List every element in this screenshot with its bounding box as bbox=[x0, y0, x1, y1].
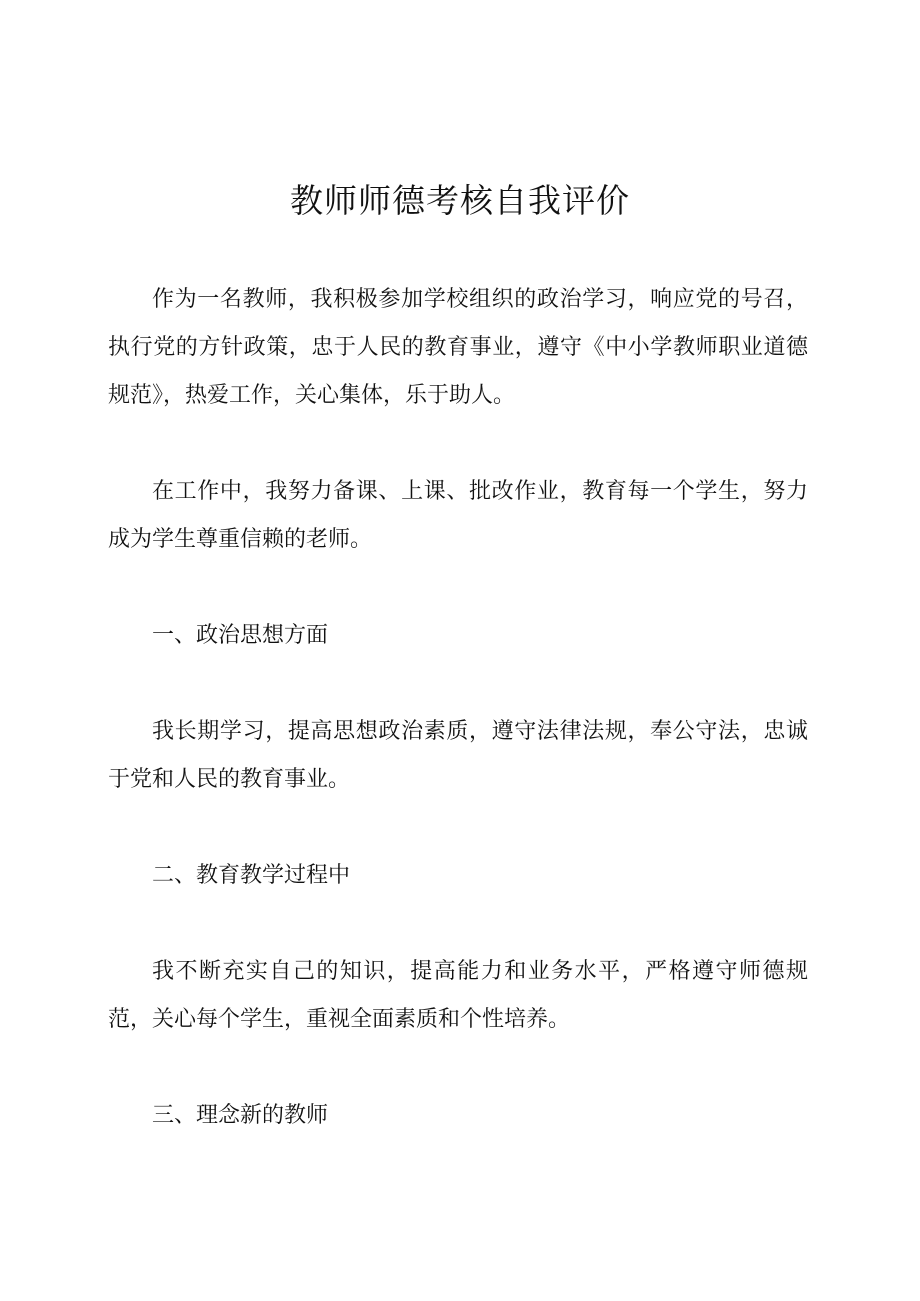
paragraph-intro: 作为一名教师，我积极参加学校组织的政治学习，响应党的号召，执行党的方针政策，忠于人民的教育事业，遵守《中小学教师职业道德规范》，热爱工作，关心集体，乐于助人。 bbox=[108, 287, 808, 408]
section-heading-teaching: 二、教育教学过程中 bbox=[152, 863, 351, 888]
paragraph-teaching: 我不断充实自己的知识，提高能力和业务水平，严格遵守师德规范，关心每个学生，重视全面素质和个性培养。 bbox=[108, 959, 808, 1032]
paragraph-political: 我长期学习，提高思想政治素质，遵守法律法规，奉公守法，忠诚于党和人民的教育事业。 bbox=[108, 719, 808, 792]
document-title: 教师师德考核自我评价 bbox=[290, 181, 630, 220]
section-heading-political: 一、政治思想方面 bbox=[152, 623, 329, 648]
paragraph-work: 在工作中，我努力备课、上课、批改作业，教育每一个学生，努力成为学生尊重信赖的老师。 bbox=[108, 479, 808, 552]
section-heading-new-concept: 三、理念新的教师 bbox=[152, 1103, 329, 1128]
document-body bbox=[108, 276, 808, 1188]
